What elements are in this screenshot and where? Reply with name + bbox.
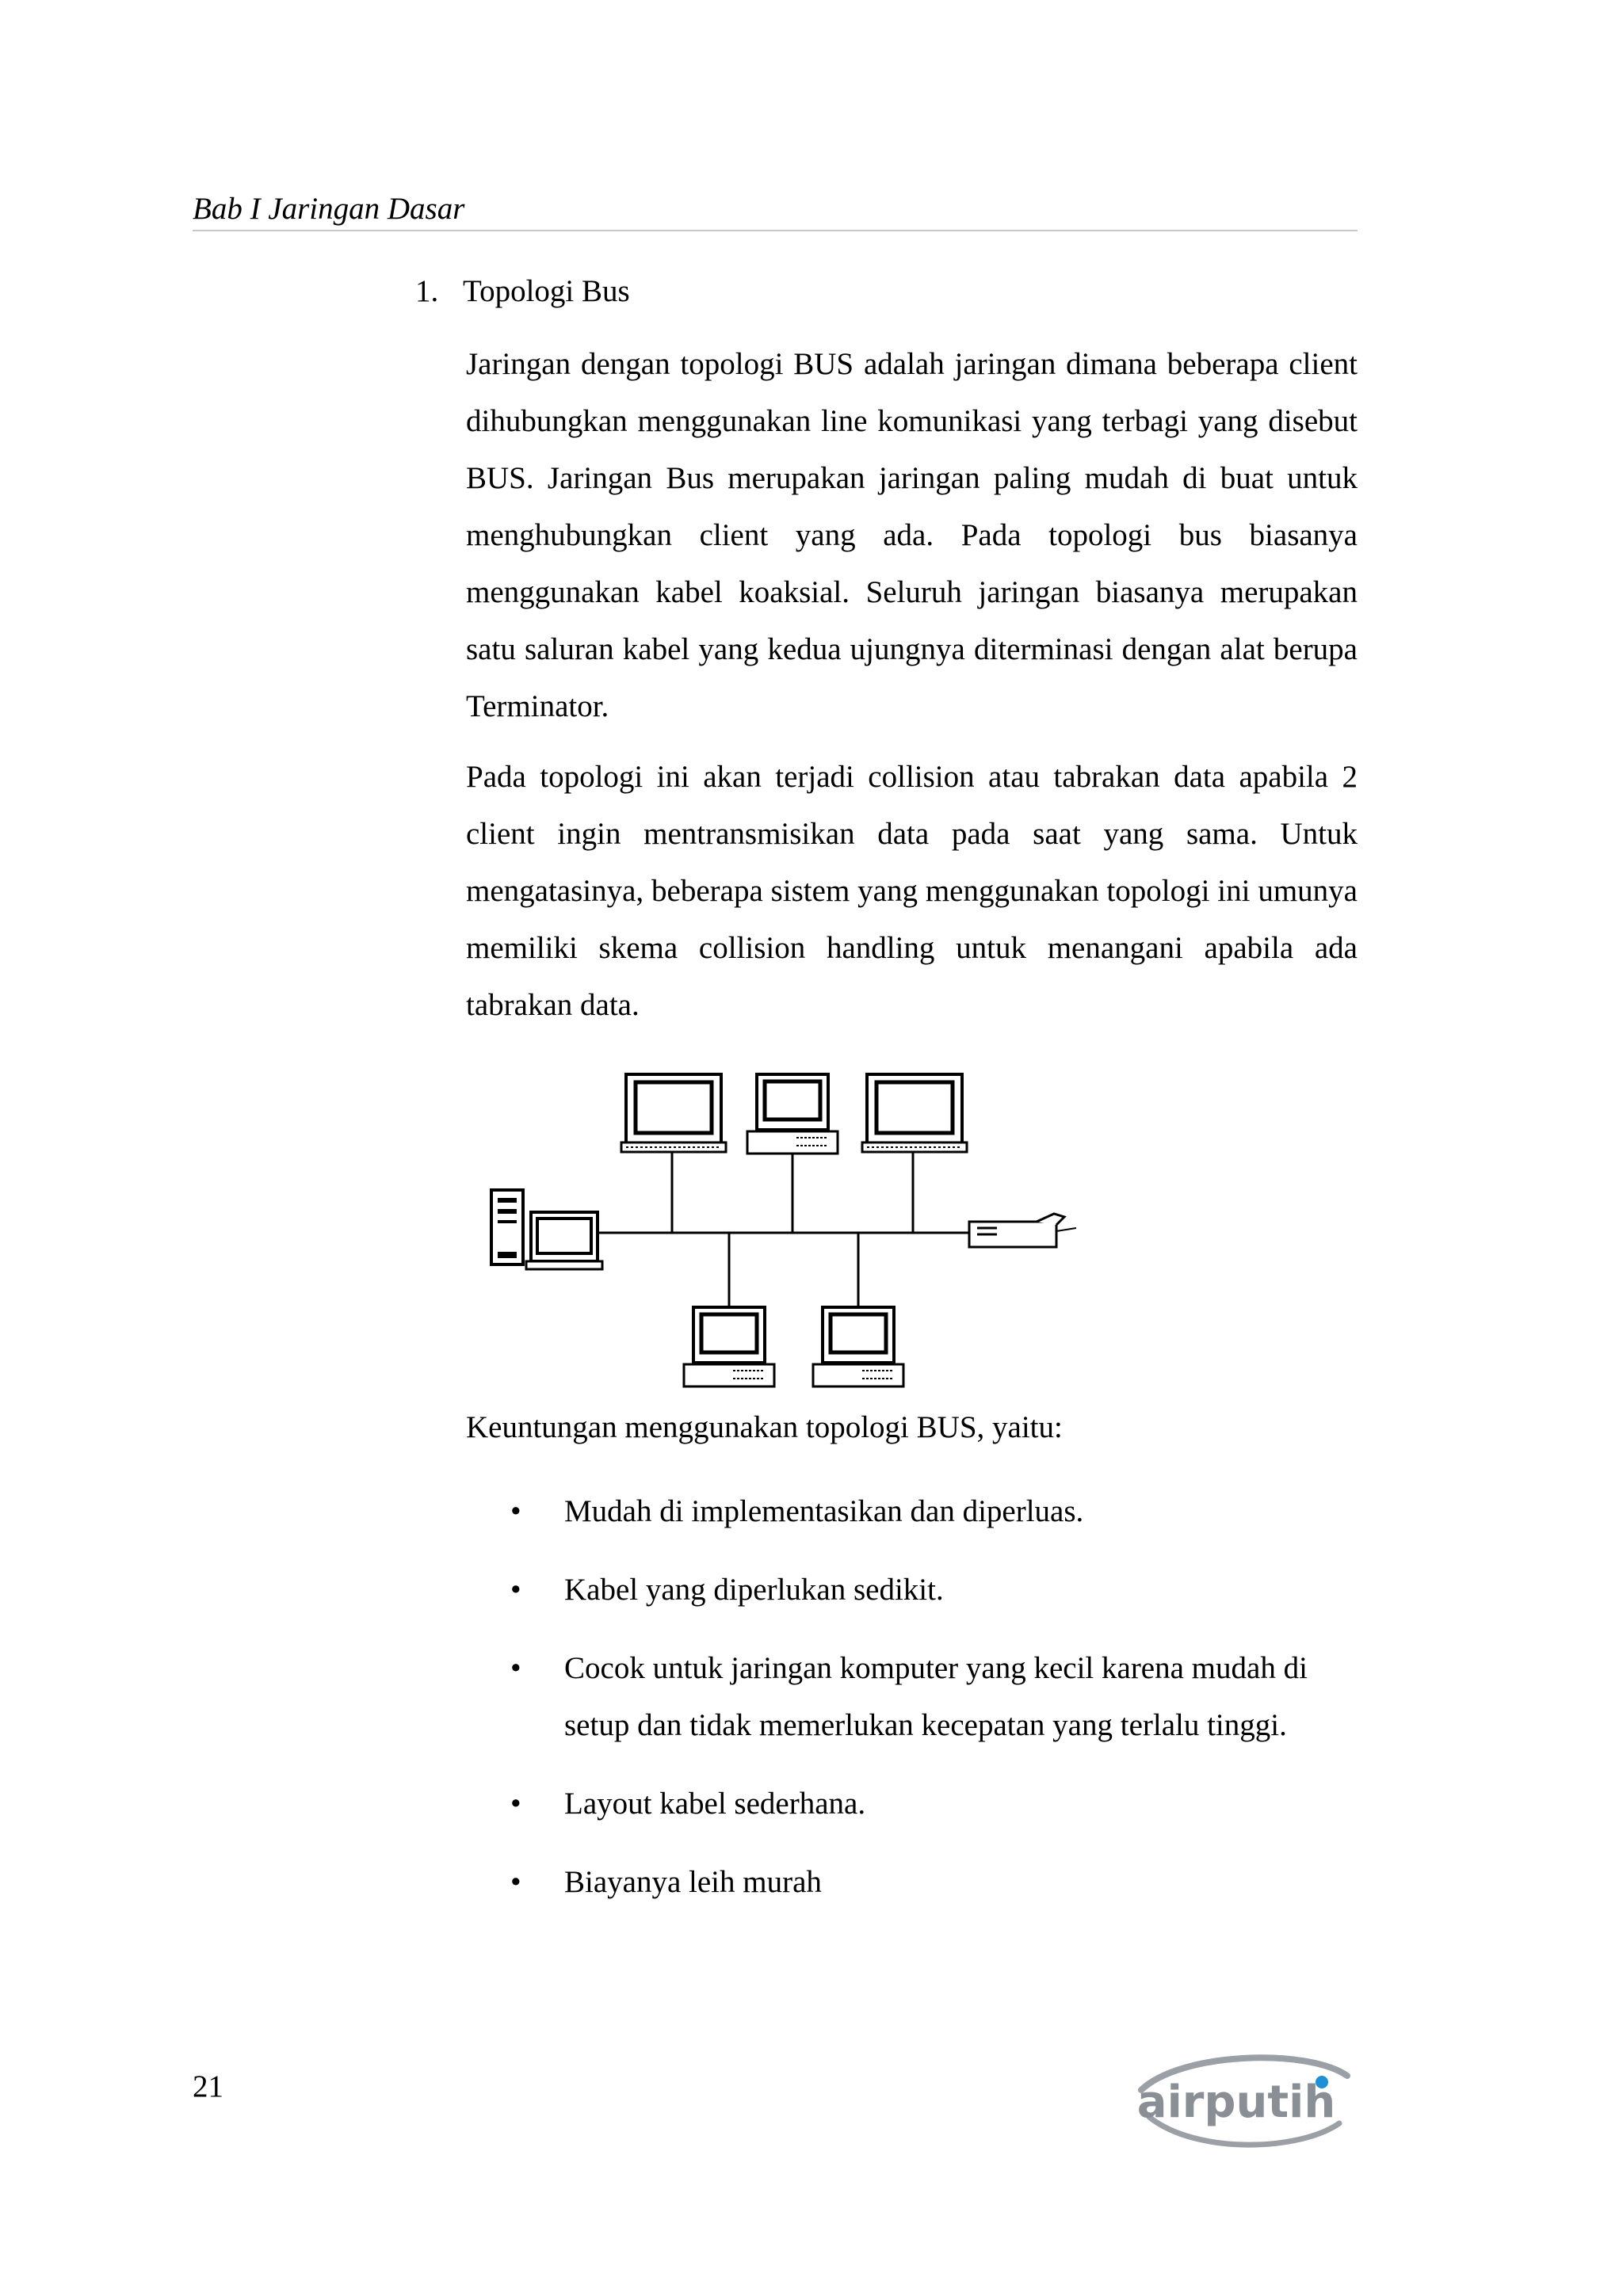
server-icon (491, 1190, 602, 1269)
section-number: 1. (415, 274, 439, 308)
bus-cable (593, 1147, 969, 1307)
page-number: 21 (193, 2069, 223, 2103)
list-item: • Biayanya leih murah (466, 1854, 1358, 1911)
list-item: • Cocok untuk jaringan komputer yang kecil karena mudah di setup dan tidak memerlukan kecepatan yang terlalu tinggi. (466, 1640, 1358, 1754)
paragraph-2: Pada topologi ini akan terjadi collision atau tabrakan data apabila 2 client ingin mentransmisikan data pada saat yang sama. Untuk mengatasinya, beberapa sistem yang menggunakan topologi ini umunya memiliki skema collision handling untuk menangani apabila ada tabrakan data. (466, 760, 1358, 1022)
list-item: • Mudah di implementasikan dan diperluas. (466, 1483, 1358, 1540)
bullet-icon: • (510, 1573, 521, 1607)
bullet-icon: • (510, 1787, 521, 1821)
workstation-monitor-icon (621, 1074, 726, 1152)
workstation-monitor-icon (862, 1074, 967, 1152)
paragraph-1: Jaringan dengan topologi BUS adalah jaringan dimana beberapa client dihubungkan menggunakan line komunikasi yang terbagi yang disebut BUS. Jaringan Bus merupakan jaringan paling mudah di buat untuk menghubungkan client yang ada. Pada topologi bus biasanya menggunakan kabel koaksial. Seluruh jaringan biasanya merupakan satu saluran kabel yang kedua ujungnya diterminasi dengan alat berupa Terminator. (466, 347, 1358, 723)
section-title: Topologi Bus (463, 274, 630, 308)
list-item: • Layout kabel sederhana. (466, 1775, 1358, 1833)
section-heading (415, 276, 630, 307)
header-divider (193, 230, 1358, 231)
bus-topology-diagram (482, 1070, 1108, 1394)
workstation-desktop-icon (747, 1074, 838, 1154)
logo-text: airputih (1136, 2077, 1336, 2128)
running-header: Bab I Jaringan Dasar (193, 192, 465, 226)
airputih-logo-icon (1109, 2044, 1363, 2155)
advantages-list (466, 1483, 1358, 1911)
workstation-desktop-icon (813, 1307, 903, 1386)
bullet-icon: • (510, 1651, 521, 1685)
bullet-icon: • (510, 1865, 521, 1899)
bullet-icon: • (510, 1494, 521, 1528)
list-item: • Kabel yang diperlukan sedikit. (466, 1562, 1358, 1619)
advantages-lead: Keuntungan menggunakan topologi BUS, yaitu: (466, 1410, 1063, 1444)
printer-icon (969, 1214, 1076, 1247)
workstation-desktop-icon (684, 1307, 774, 1386)
